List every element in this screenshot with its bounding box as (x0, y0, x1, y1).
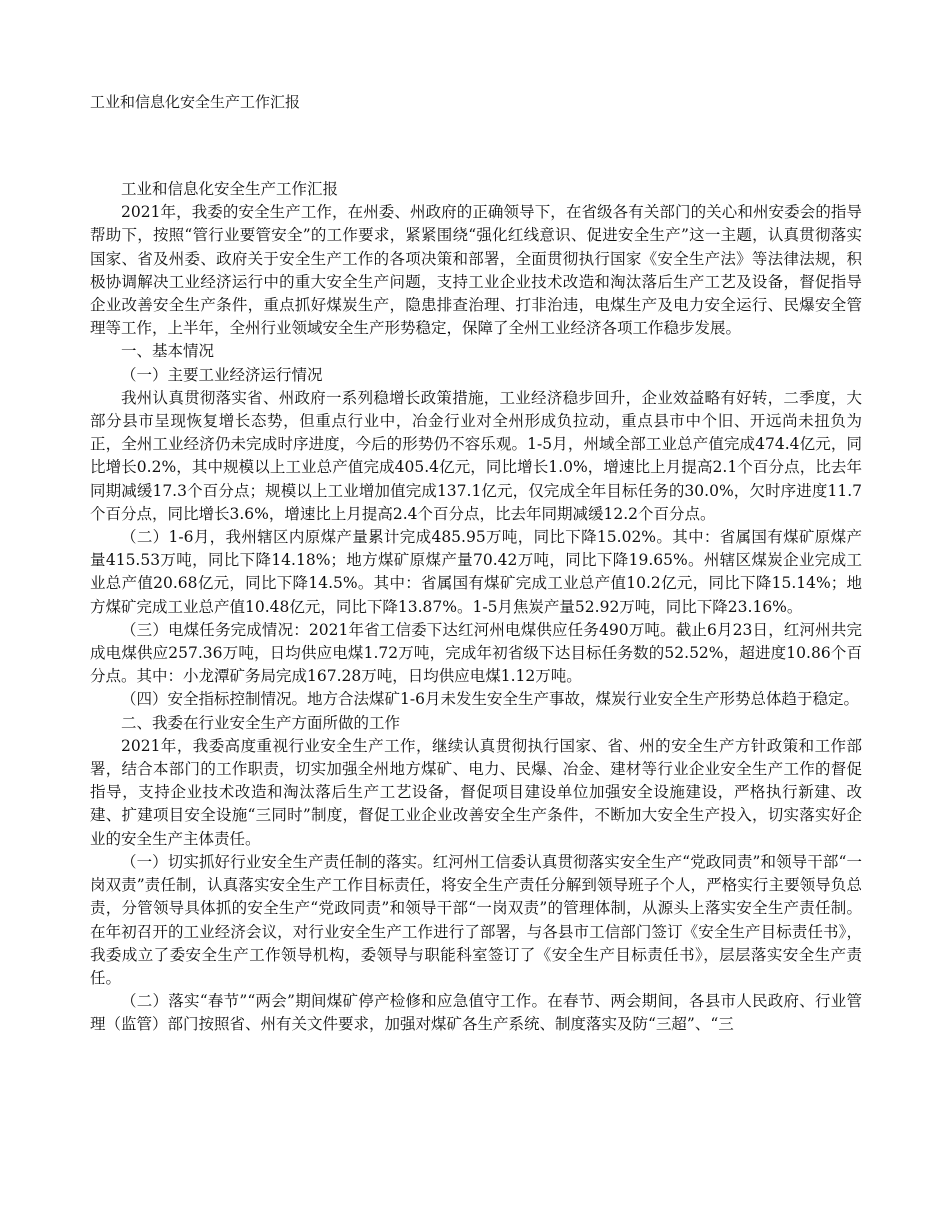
paragraph-responsibility-system: （一）切实抓好行业安全生产责任制的落实。红河州工信委认真贯彻落实安全生产“党政同责”和领导干部“一岗双责”责任制，认真落实安全生产工作目标责任，将安全生产责任分解到领导班子个人，严格实行主要领导负总责，分管领导具体抓的安全生产“党政同责”和领导干部“一岗双责”的管理体制，从源头上落实安全生产责任制。在年初召开的工业经济会议，对行业安全生产工作进行了部署，与各县市工信部门签订《安全生产目标责任书》，我委成立了委安全生产工作领导机构，委领导与职能科室签订了《安全生产目标责任书》，层层落实安全生产责任。 (90, 852, 862, 987)
paragraph-safety-indicators: （四）安全指标控制情况。地方合法煤矿1-6月未发生安全生产事故，煤炭行业安全生产形势总体趋于稳定。 (121, 690, 859, 709)
paragraph-holiday-maintenance: （二）落实“春节”“两会”期间煤矿停产检修和应急值守工作。在春节、两会期间，各县市人民政府、行业管理（监管）部门按照省、州有关文件要求，加强对煤矿各生产系统、制度落实及防“三超”、“三 (90, 992, 862, 1034)
document-body (90, 178, 862, 1037)
section-heading-basic-situation: 一、基本情况 (121, 342, 215, 361)
paragraph-work-overview: 2021年，我委高度重视行业安全生产工作，继续认真贯彻执行国家、省、州的安全生产方针政策和工作部署，结合本部门的工作职责，切实加强全州地方煤矿、电力、民爆、冶金、建材等行业企业安全生产工作的督促指导，支持企业技术改造和淘汰落后生产工艺设备，督促项目建设单位加强安全设施建设，严格执行新建、改建、扩建项目安全设施“三同时”制度，督促工业企业改善安全生产条件，不断加大安全生产投入，切实落实好企业的安全生产主体责任。 (90, 736, 862, 848)
inner-title: 工业和信息化安全生产工作汇报 (121, 180, 339, 198)
paragraph-coal-output: （二）1-6月，我州辖区内原煤产量累计完成485.95万吨，同比下降15.02%。其中：省属国有煤矿原煤产量415.53万吨，同比下降14.18%；地方煤矿原煤产量70.42万吨，同比下降19.65%。州辖区煤炭企业完成工业总产值20.68亿元，同比下降14.5%。其中：省属国有煤矿完成工业总产值10.2亿元，同比下降15.14%；地方煤矿完成工业总产值10.48亿元，同比下降13.87%。1-5月焦炭产量52.92万吨，同比下降23.16%。 (90, 528, 862, 616)
document-header-title: 工业和信息化安全生产工作汇报 (90, 93, 301, 111)
document-page (90, 90, 862, 1037)
paragraph-thermal-coal-task: （三）电煤任务完成情况：2021年省工信委下达红河州电煤供应任务490万吨。截止6月23日，红河州共完成电煤供应257.36万吨，日均供应电煤1.72万吨，完成年初省级下达目标任务数的52.52%，超进度10.86个百分点。其中：小龙潭矿务局完成167.28万吨，日均供应电煤1.12万吨。 (90, 620, 862, 686)
subsection-heading-industrial-economy: （一）主要工业经济运行情况 (121, 365, 323, 384)
paragraph-intro: 2021年，我委的安全生产工作，在州委、州政府的正确领导下，在省级各有关部门的关心和州安委会的指导帮助下，按照“管行业要管安全”的工作要求，紧紧围绕“强化红线意识、促进安全生产”这一主题，认真贯彻落实国家、省及州委、政府关于安全生产工作的各项决策和部署，全面贯彻执行国家《安全生产法》等法律法规，积极协调解决工业经济运行中的重大安全生产问题，支持工业企业技术改造和淘汰落后生产工艺及设备，督促指导企业改善安全生产条件，重点抓好煤炭生产，隐患排查治理、打非治违，电煤生产及电力安全运行、民爆安全管理等工作，上半年，全州行业领域安全生产形势稳定，保障了全州工业经济各项工作稳步发展。 (90, 203, 862, 338)
paragraph-industrial-economy: 我州认真贯彻落实省、州政府一系列稳增长政策措施，工业经济稳步回升，企业效益略有好转，二季度，大部分县市呈现恢复增长态势，但重点行业中，冶金行业对全州形成负拉动，重点县市中个旧、开远尚未扭负为正，全州工业经济仍未完成时序进度，今后的形势仍不容乐观。1-5月，州域全部工业总产值完成474.4亿元，同比增长0.2%，其中规模以上工业总产值完成405.4亿元，同比增长1.0%，增速比上月提高2.1个百分点，比去年同期减缓17.3个百分点；规模以上工业增加值完成137.1亿元，仅完成全年目标任务的30.0%，欠时序进度11.7个百分点，同比增长3.6%，增速比上月提高2.4个百分点，比去年同期减缓12.2个百分点。 (90, 388, 862, 523)
section-heading-work-done: 二、我委在行业安全生产方面所做的工作 (121, 713, 401, 732)
